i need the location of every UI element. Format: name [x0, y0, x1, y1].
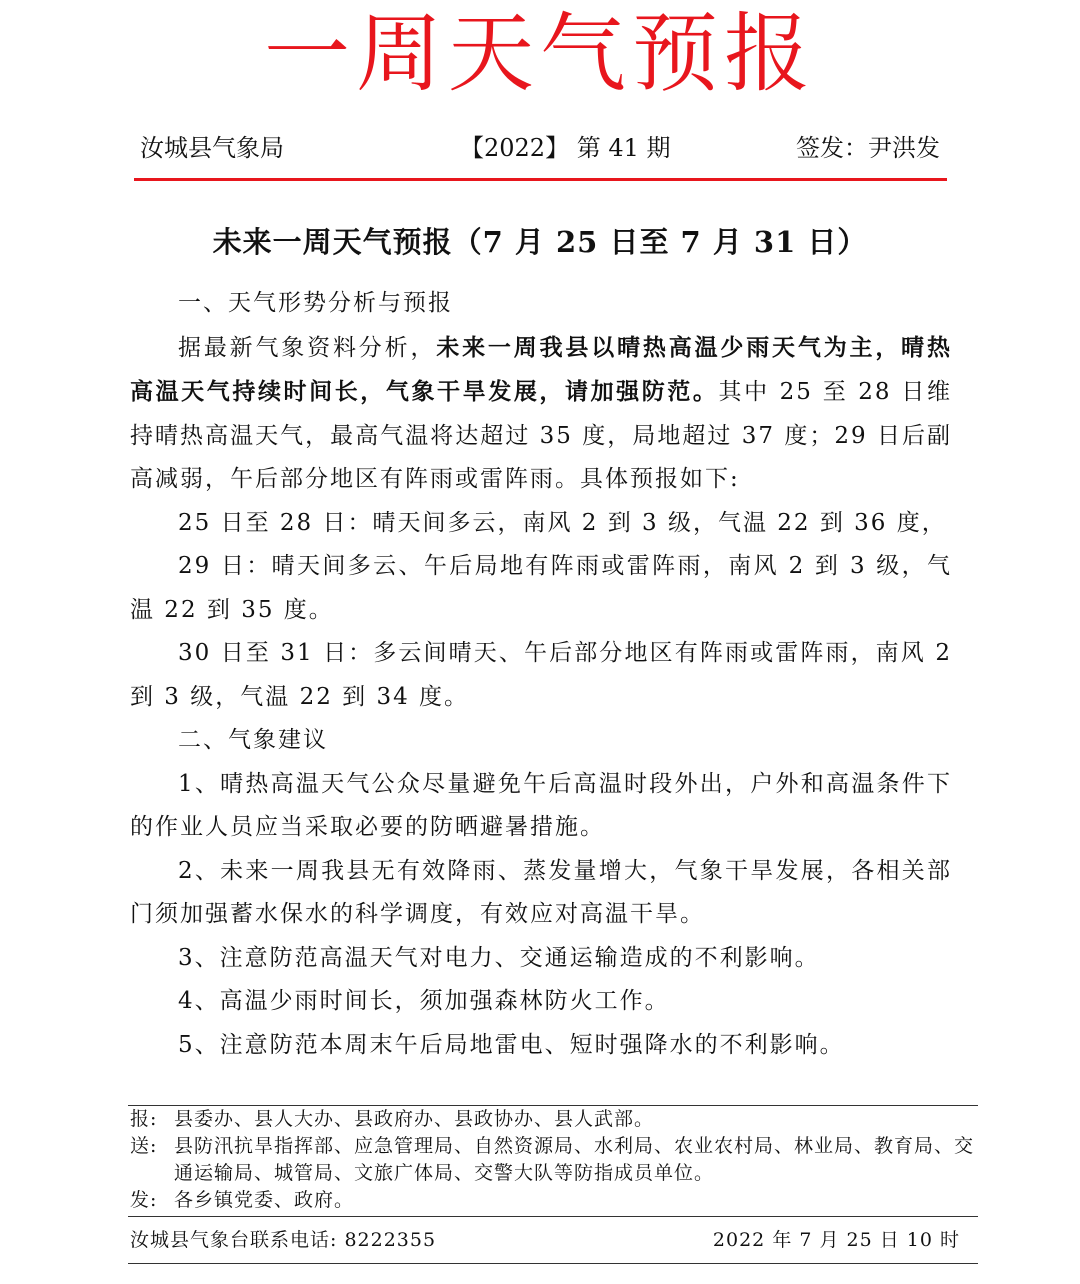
distribution-report-row [128, 1106, 978, 1133]
masthead-meta [140, 128, 940, 168]
issue-number: 【2022】 第 41 期 [460, 134, 671, 162]
advice-item: 1、晴热高温天气公众尽量避免午后高温时段外出，户外和高温条件下的作业人员应当采取必要的防晒避暑措施。 [130, 770, 952, 840]
section-heading-advice: 二、气象建议 [178, 727, 328, 753]
analysis-paragraph [130, 326, 952, 502]
advice-item: 4、高温少雨时间长，须加强森林防火工作。 [178, 988, 670, 1014]
forecast-item: 30 日至 31 日：多云间晴天、午后部分地区有阵雨或雷阵雨，南风 2 到 3 级，气温 22 到 34 度。 [130, 640, 952, 710]
forecast-item: 25 日至 28 日：晴天间多云，南风 2 到 3 级，气温 22 到 36 度， [178, 509, 947, 536]
distribution-send-key: 送: [130, 1135, 158, 1157]
advice-item: 2、未来一周我县无有效降雨、蒸发量增大，气象干旱发展，各相关部门须加强蓄水保水的科学调度，有效应对高温干旱。 [130, 857, 952, 927]
advice-item: 5、注意防范本周末午后局地雷电、短时强降水的不利影响。 [178, 1031, 845, 1058]
red-divider [134, 178, 947, 181]
signer: 签发：尹洪发 [796, 134, 940, 162]
analysis-text-detail: 其中 25 至 28 日维持晴热高温天气，最高气温将达超过 35 度，局地超过 37 度；29 日后副高减弱，午后部分地区有阵雨或雷阵雨。具体预报如下: [130, 379, 953, 492]
document-title: 未来一周天气预报（7 月 25 日至 7 月 31 日） [212, 225, 868, 259]
issuing-organization: 汝城县气象局 [140, 134, 284, 162]
issue-date: 2022 年 7 月 25 日 10 时 [712, 1229, 960, 1251]
section-heading-analysis: 一、天气形势分析与预报 [178, 290, 453, 316]
document-body [130, 282, 952, 1067]
forecast-item: 29 日：晴天间多云、午后局地有阵雨或雷阵雨，南风 2 到 3 级，气温 22 到 35 度。 [130, 553, 952, 623]
contact-phone: 汝城县气象台联系电话: 8222355 [130, 1229, 437, 1251]
distribution-issue-key: 发: [130, 1189, 158, 1211]
distribution-issue-list: 各乡镇党委、政府。 [174, 1189, 355, 1211]
distribution-send-list: 县防汛抗旱指挥部、应急管理局、自然资源局、水利局、农业农村局、林业局、教育局、交通运输局、城管局、文旅广体局、交警大队等防指成员单位。 [174, 1135, 975, 1184]
distribution-send-row [128, 1133, 978, 1187]
distribution-block [128, 1105, 978, 1264]
advice-item: 3、注意防范高温天气对电力、交通运输造成的不利影响。 [178, 944, 820, 971]
distribution-report-list: 县委办、县人大办、县政府办、县政协办、县人武部。 [174, 1108, 655, 1130]
distribution-report-key: 报: [130, 1108, 158, 1130]
analysis-text-lead: 据最新气象资料分析， [178, 334, 437, 361]
analysis-text-emphasis: 未来一周我县以晴热高温少雨天气为主，晴热高温天气持续时间长，气象干旱发展，请加强防范。 [130, 333, 953, 405]
distribution-issue-row [128, 1187, 978, 1217]
masthead-title: 一周天气预报 [264, 4, 816, 104]
document-footer [128, 1223, 978, 1264]
